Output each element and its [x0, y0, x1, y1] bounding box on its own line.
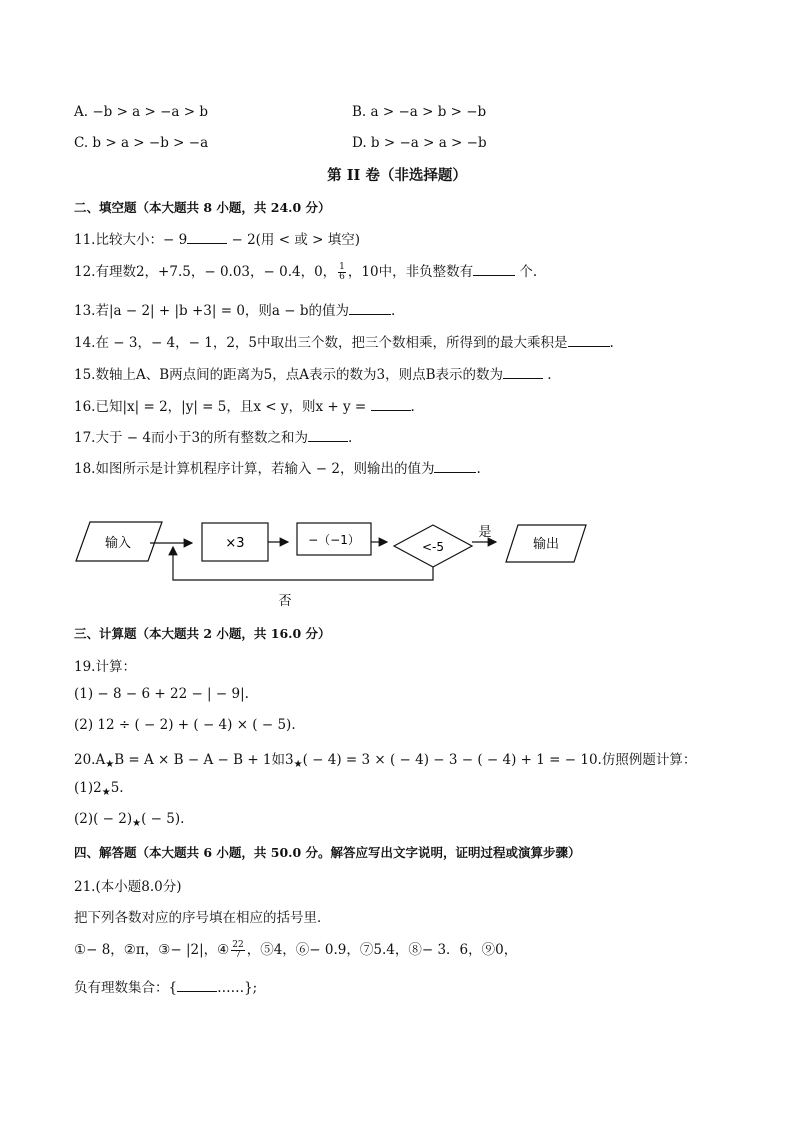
- flow-minus-label: −（−1）: [308, 533, 360, 547]
- flowchart: [0, 505, 794, 615]
- q11-pre: 11.比较大小：− 9: [74, 232, 188, 248]
- question-14: 14.在 − 3，− 4，− 1，2，5中取出三个数，把三个数相乘，所得到的最大乘积是 .: [74, 335, 614, 351]
- q17-blank: [308, 429, 348, 442]
- flow-loop-arrow: [173, 547, 433, 580]
- q12-pre: 12.有理数2，+7.5，− 0.03，− 0.4，0，: [74, 264, 337, 280]
- flow-condition-label: <-5: [421, 540, 445, 554]
- question-19-part1: (1) − 8 − 6 + 22 − | − 9|.: [74, 686, 249, 702]
- question-21-head: 21.(本小题8.0分): [74, 879, 182, 895]
- star-operator-icon: ★: [293, 759, 303, 770]
- q11-blank: [187, 231, 227, 244]
- q11-post: − 2(用 < 或 > 填空): [227, 232, 360, 248]
- q21-blank: [177, 979, 217, 992]
- q12-post: ，10中，非负整数有: [347, 264, 474, 280]
- option-b: B. a > −a > b > −b: [352, 104, 487, 120]
- question-16: 16.已知|x| = 2，|y| = 5，且x < y，则x + y = .: [74, 399, 415, 415]
- option-a: A. −b > a > −a > b: [74, 104, 209, 120]
- q12-tail: 个.: [519, 264, 538, 280]
- q16-blank: [371, 398, 411, 411]
- star-operator-icon: ★: [101, 787, 111, 798]
- q15-blank: [503, 366, 543, 379]
- question-19-head: 19.计算：: [74, 659, 136, 675]
- question-15: 15.数轴上A、B两点间的距离为5，点A表示的数为3，则点B表示的数为 .: [74, 367, 552, 383]
- section3-heading: 三、计算题（本大题共 2 小题，共 16.0 分）: [74, 626, 331, 641]
- question-20-part2: $(2)( - 2)_★( - 5)$.: [74, 811, 185, 829]
- question-12: [74, 260, 537, 282]
- question-21-instructions: 把下列各数对应的序号填在相应的括号里．: [74, 910, 331, 926]
- flow-output-label: 输出: [532, 537, 560, 552]
- question-19-part2: (2) 12 ÷ ( − 2) + ( − 4) × ( − 5).: [74, 717, 296, 733]
- q21-fraction: $\frac{22}{7}$: [232, 940, 244, 960]
- question-20: $20.A_★B = A \times B - A - B + 1$如$3_★( - 4) = 3$ × ( − 4) − 3 − ( − 4) + 1 = − 10.仿照例题计算：: [74, 752, 697, 770]
- flow-yes-label: 是: [478, 525, 492, 540]
- part2-title: 第 II 卷（非选择题）: [327, 167, 467, 184]
- option-c: C. b > a > −b > −a: [74, 135, 209, 151]
- question-18: 18.如图所示是计算机程序计算，若输入 − 2，则输出的值为 .: [74, 461, 481, 477]
- q12-fraction: $\frac{1}{6}$: [339, 262, 345, 282]
- flow-times3-label: ×3: [225, 536, 245, 551]
- q18-blank: [434, 460, 476, 473]
- question-11: [74, 228, 360, 248]
- question-20-part1: $(1)2_★5$.: [74, 780, 124, 798]
- section4-heading: 四、解答题（本大题共 6 小题，共 50.0 分。解答应写出文字说明，证明过程或演算步骤）: [74, 845, 581, 860]
- flow-input-label: 输入: [104, 536, 132, 551]
- q13-blank: [349, 302, 391, 315]
- star-operator-icon: ★: [132, 818, 142, 829]
- option-d: D. b > −a > a > −b: [352, 135, 487, 151]
- flow-no-label: 否: [278, 594, 292, 609]
- question-17: 17.大于 − 4而小于3的所有整数之和为 .: [74, 430, 353, 446]
- question-13: 13.若|a − 2| + |b +3| = 0，则a − b的值为 .: [74, 303, 396, 319]
- question-21-negative-set: 负有理数集合：{ ……};: [74, 980, 258, 996]
- section2-heading: 二、填空题（本大题共 8 小题，共 24.0 分）: [74, 200, 331, 215]
- q12-blank: [473, 263, 515, 276]
- star-operator-icon: ★: [105, 759, 115, 770]
- question-21-numbers: ①− 8，②π，③− |2|，④ $\frac{22}{7}$ ，⑤4，⑥− 0.9，⑦5.4，⑧− 3．6，⑨0，: [74, 940, 518, 960]
- q14-blank: [568, 334, 610, 347]
